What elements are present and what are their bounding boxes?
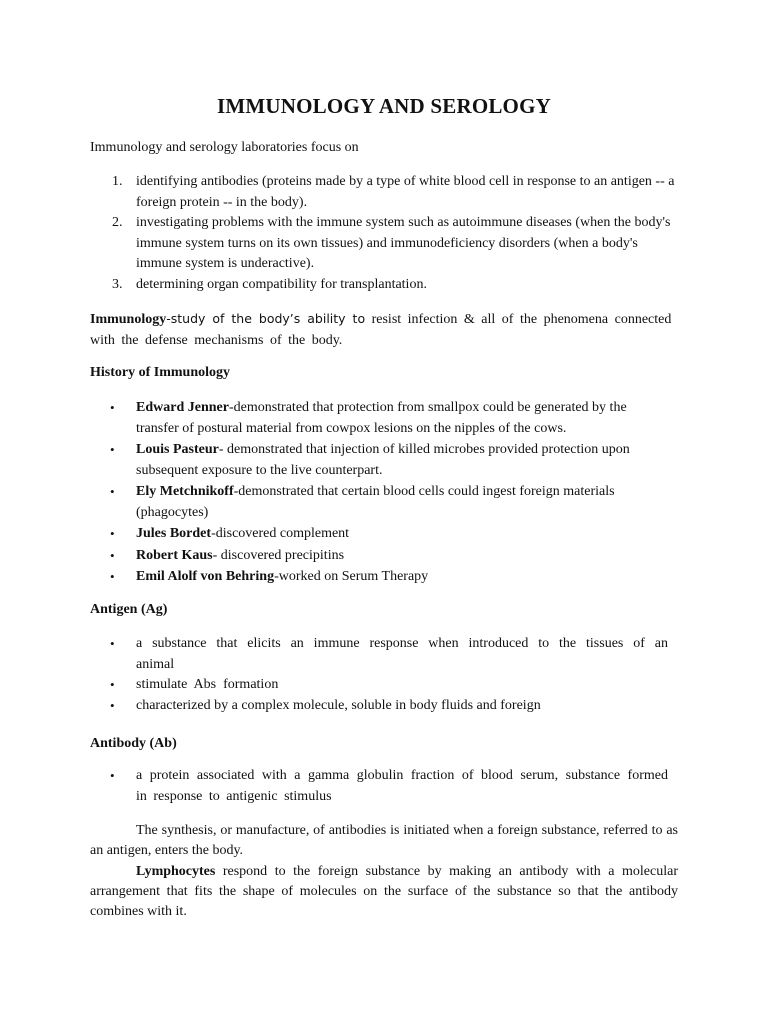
section-heading-history: History of Immunology bbox=[90, 365, 230, 380]
list-item bbox=[90, 275, 678, 296]
bullet-icon: • bbox=[110, 697, 115, 713]
person-contribution: -discovered complement bbox=[211, 526, 350, 541]
bullet-icon: • bbox=[110, 547, 115, 563]
page-title: IMMUNOLOGY AND SEROLOGY bbox=[216, 94, 551, 118]
paragraph-text: respond to the foreign substance by making an antibody with a molecular arrangement that fits the shape of molecules on the surface of the substance so that the antibody combines with it. bbox=[90, 864, 678, 919]
list-item bbox=[90, 398, 668, 439]
list-item-text: identifying antibodies (proteins made by a type of white blood cell in response to an antigen -- a foreign protein -- in the body). bbox=[136, 174, 675, 210]
person-name: Emil Alolf von Behring bbox=[136, 569, 275, 584]
person-name: Edward Jenner bbox=[136, 400, 229, 415]
person-contribution: -demonstrated that protection from smallpox could be generated by the transfer of postural material from cowpox lesions on the nipples of the cows. bbox=[136, 400, 627, 436]
list-item bbox=[90, 482, 668, 523]
person-contribution: -demonstrated that certain blood cells could ingest foreign materials (phagocytes) bbox=[136, 484, 615, 520]
list-item-text: characterized by a complex molecule, soluble in body fluids and foreign bbox=[136, 697, 541, 713]
bullet-icon: • bbox=[110, 400, 115, 415]
person-name: Robert Kaus bbox=[136, 547, 213, 563]
list-item bbox=[90, 440, 668, 481]
list-item-text: a substance that elicits an immune response when introduced to the tissues of an animal bbox=[136, 636, 668, 672]
list-item bbox=[90, 675, 668, 696]
bullet-icon: • bbox=[110, 677, 115, 692]
list-item-text: determining organ compatibility for transplantation. bbox=[136, 276, 427, 292]
definition-term: Immunology bbox=[90, 312, 167, 327]
person-name: Louis Pasteur bbox=[136, 442, 219, 457]
focus-list bbox=[90, 172, 678, 295]
antigen-list bbox=[90, 634, 668, 716]
immunology-definition bbox=[90, 308, 678, 351]
section-heading-antigen: Antigen (Ag) bbox=[90, 602, 168, 617]
list-item-text: investigating problems with the immune system such as autoimmune diseases (when the body's immune system turns on its own tissues) and immunodeficiency disorders (when a body's immune system is underactive). bbox=[136, 215, 671, 271]
bullet-icon: • bbox=[110, 442, 115, 457]
list-number: 3. bbox=[112, 276, 123, 292]
person-name: Ely Metchnikoff bbox=[136, 484, 234, 499]
person-contribution: - demonstrated that injection of killed microbes provided protection upon subsequent exposure to the live counterpart. bbox=[136, 442, 630, 478]
person-contribution: - discovered precipitins bbox=[212, 547, 345, 563]
person-name: Jules Bordet bbox=[136, 526, 212, 541]
list-item-text: a protein associated with a gamma globulin fraction of blood serum, substance formed in response to antigenic stimulus bbox=[136, 768, 668, 804]
list-number: 1. bbox=[112, 174, 123, 189]
antibody-list bbox=[90, 766, 668, 807]
lymphocytes-paragraph bbox=[90, 862, 678, 922]
history-list bbox=[90, 398, 668, 589]
bullet-icon: • bbox=[110, 526, 115, 541]
definition-sans-text: -study of the body’s ability to bbox=[166, 311, 366, 326]
synthesis-paragraph: The synthesis, or manufacture, of antibodies is initiated when a foreign substance, referred to as an antigen, enters the body. bbox=[90, 823, 678, 858]
bullet-icon: • bbox=[110, 484, 115, 499]
list-item-text: stimulate Abs formation bbox=[136, 677, 279, 692]
section-heading-antibody: Antibody (Ab) bbox=[90, 736, 177, 751]
list-number: 2. bbox=[112, 215, 123, 230]
list-item bbox=[90, 546, 668, 567]
definition-text: resist infection & all of the phenomena connected with the defense mechanisms of the body. bbox=[90, 312, 672, 348]
list-item bbox=[90, 766, 668, 807]
list-item bbox=[90, 172, 678, 213]
list-item bbox=[90, 213, 678, 275]
intro-text: Immunology and serology laboratories focus on bbox=[90, 140, 359, 155]
bullet-icon: • bbox=[110, 768, 115, 783]
bullet-icon: • bbox=[110, 569, 115, 584]
person-contribution: -worked on Serum Therapy bbox=[274, 569, 429, 584]
paragraph-term: Lymphocytes bbox=[136, 864, 216, 879]
bullet-icon: • bbox=[110, 636, 115, 651]
list-item bbox=[90, 524, 668, 545]
list-item bbox=[90, 634, 668, 675]
list-item bbox=[90, 696, 668, 717]
list-item bbox=[90, 567, 668, 588]
